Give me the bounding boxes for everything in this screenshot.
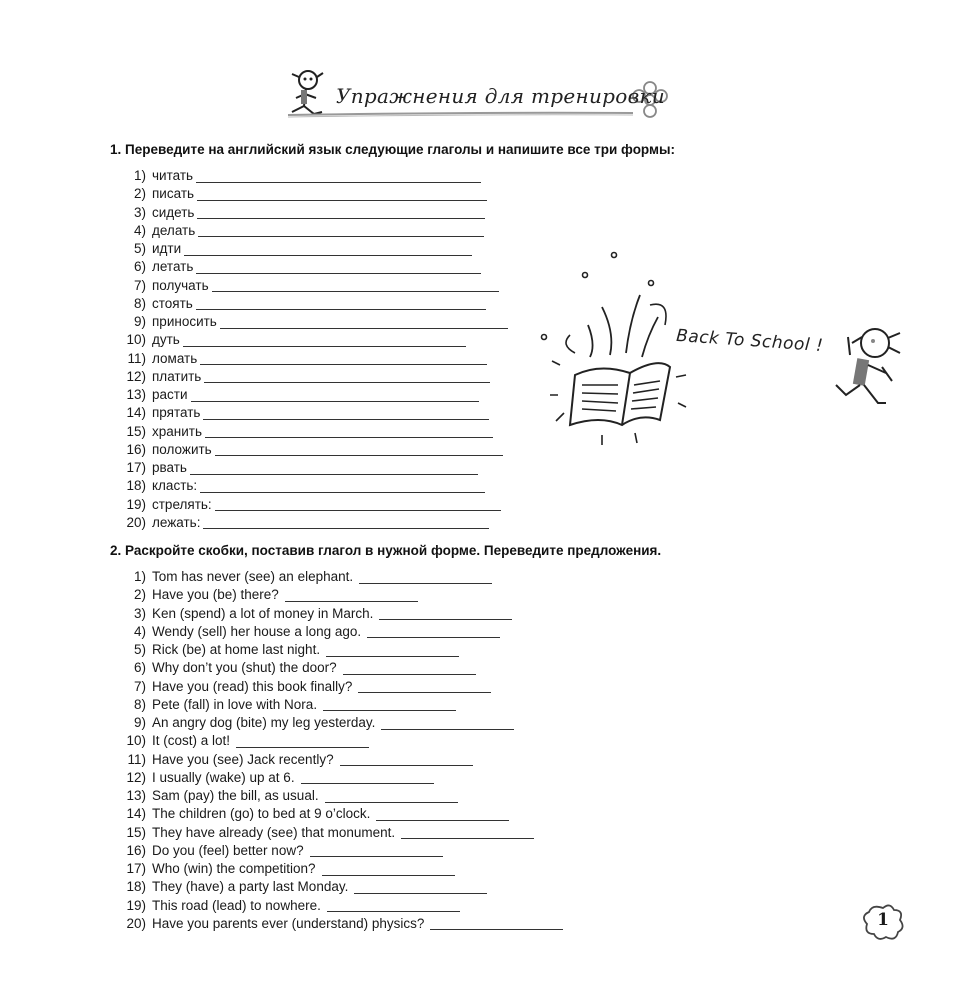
answer-blank[interactable] bbox=[325, 790, 458, 803]
verb-item bbox=[118, 204, 508, 222]
verb-text: платить bbox=[152, 368, 202, 384]
verb-item bbox=[118, 258, 508, 276]
answer-blank[interactable] bbox=[197, 206, 485, 219]
answer-blank[interactable] bbox=[401, 826, 534, 839]
verb-item bbox=[118, 368, 508, 386]
verb-item bbox=[118, 185, 508, 203]
sentence-text: Tom has never (see) an elephant. bbox=[152, 569, 354, 584]
verb-text: писать bbox=[152, 186, 195, 202]
item-number: 20) bbox=[126, 514, 146, 530]
verb-text: хранить bbox=[152, 423, 202, 439]
item-number: 18) bbox=[126, 478, 146, 494]
verb-item bbox=[118, 386, 508, 404]
sentence-item bbox=[118, 623, 563, 641]
sentence-item bbox=[118, 586, 563, 604]
sentence-text: I usually (wake) up at 6. bbox=[152, 769, 295, 785]
verb-text: идти bbox=[152, 241, 182, 256]
verb-item bbox=[118, 277, 508, 295]
sentence-item bbox=[118, 751, 563, 769]
item-number: 15) bbox=[126, 824, 146, 840]
answer-blank[interactable] bbox=[203, 516, 489, 529]
sentence-item bbox=[118, 769, 563, 787]
item-number: 1) bbox=[133, 569, 146, 584]
verb-text: прятать bbox=[152, 405, 201, 421]
item-number: 7) bbox=[133, 277, 146, 293]
sentence-item bbox=[118, 641, 563, 659]
item-number: 12) bbox=[126, 368, 146, 384]
page-number bbox=[860, 902, 906, 942]
answer-blank[interactable] bbox=[196, 297, 486, 310]
answer-blank[interactable] bbox=[191, 389, 479, 402]
sentence-text: They have already (see) that monument. bbox=[152, 824, 396, 840]
answer-blank[interactable] bbox=[379, 607, 512, 620]
item-number: 19) bbox=[126, 496, 146, 512]
verb-text: получать bbox=[152, 277, 209, 293]
answer-blank[interactable] bbox=[359, 571, 492, 584]
verb-text: сидеть bbox=[152, 204, 195, 220]
verb-text: летать bbox=[152, 259, 194, 275]
verb-item bbox=[118, 477, 508, 495]
answer-blank[interactable] bbox=[203, 407, 489, 420]
verb-text: лежать: bbox=[152, 514, 201, 530]
item-number: 18) bbox=[126, 879, 146, 895]
section-header bbox=[278, 68, 668, 128]
item-number: 13) bbox=[126, 788, 146, 803]
item-number: 4) bbox=[133, 623, 146, 639]
verb-text: рвать bbox=[152, 460, 187, 475]
sentence-item bbox=[118, 659, 563, 677]
item-number: 15) bbox=[126, 423, 146, 439]
answer-blank[interactable] bbox=[196, 261, 481, 274]
item-number: 20) bbox=[126, 915, 146, 931]
sentence-item bbox=[118, 860, 563, 878]
answer-blank[interactable] bbox=[301, 771, 434, 784]
verb-text: положить bbox=[152, 441, 212, 457]
sentence-text: Why don’t you (shut) the door? bbox=[152, 660, 337, 676]
sentence-text: Pete (fall) in love with Nora. bbox=[152, 696, 318, 712]
sentence-item bbox=[118, 714, 563, 732]
verb-text: приносить bbox=[152, 314, 217, 329]
answer-blank[interactable] bbox=[326, 644, 459, 657]
sentence-text: The children (go) to bed at 9 o’clock. bbox=[152, 806, 371, 822]
answer-blank[interactable] bbox=[197, 188, 487, 201]
verb-item bbox=[118, 167, 508, 185]
answer-blank[interactable] bbox=[200, 352, 487, 365]
sentence-item bbox=[118, 678, 563, 696]
item-number: 2) bbox=[133, 186, 146, 202]
answer-blank[interactable] bbox=[367, 625, 500, 638]
answer-blank[interactable] bbox=[310, 844, 443, 857]
answer-blank[interactable] bbox=[354, 881, 487, 894]
item-number: 17) bbox=[126, 460, 146, 475]
answer-blank[interactable] bbox=[200, 480, 485, 493]
answer-blank[interactable] bbox=[205, 425, 493, 438]
answer-blank[interactable] bbox=[322, 863, 455, 876]
sentence-item bbox=[118, 696, 563, 714]
answer-blank[interactable] bbox=[215, 443, 503, 456]
verb-item bbox=[118, 350, 508, 368]
item-number: 9) bbox=[133, 715, 146, 730]
verb-text: дуть bbox=[152, 332, 180, 348]
item-number: 11) bbox=[127, 350, 146, 366]
answer-blank[interactable] bbox=[212, 279, 499, 292]
answer-blank[interactable] bbox=[184, 243, 472, 256]
verb-item bbox=[118, 459, 508, 477]
item-number: 13) bbox=[126, 387, 146, 402]
sentence-text: Do you (feel) better now? bbox=[152, 842, 304, 858]
sentence-item bbox=[118, 787, 563, 805]
sentence-text: Have you (see) Jack recently? bbox=[152, 751, 334, 767]
sentence-text: An angry dog (bite) my leg yesterday. bbox=[152, 715, 376, 730]
answer-blank[interactable] bbox=[190, 462, 478, 475]
item-number: 14) bbox=[126, 806, 146, 822]
item-number: 9) bbox=[133, 314, 146, 329]
verb-text: расти bbox=[152, 387, 188, 402]
answer-blank[interactable] bbox=[381, 717, 514, 730]
verb-item bbox=[118, 222, 508, 240]
verb-item bbox=[118, 441, 508, 459]
answer-blank[interactable] bbox=[220, 316, 508, 329]
answer-blank[interactable] bbox=[430, 917, 563, 930]
item-number: 10) bbox=[126, 733, 146, 749]
verb-text: ломать bbox=[152, 350, 198, 366]
answer-blank[interactable] bbox=[285, 589, 418, 602]
verb-item bbox=[118, 496, 508, 514]
sentence-text: Who (win) the competition? bbox=[152, 861, 316, 876]
sentence-text: Rick (be) at home last night. bbox=[152, 642, 321, 657]
answer-blank[interactable] bbox=[358, 680, 491, 693]
sentence-text: Sam (pay) the bill, as usual. bbox=[152, 788, 319, 803]
item-number: 8) bbox=[133, 295, 146, 311]
sentence-text: This road (lead) to nowhere. bbox=[152, 897, 321, 913]
back-to-school-illustration bbox=[530, 245, 950, 465]
answer-blank[interactable] bbox=[343, 662, 476, 675]
answer-blank[interactable] bbox=[204, 370, 490, 383]
item-number: 6) bbox=[133, 259, 146, 275]
answer-blank[interactable] bbox=[323, 698, 456, 711]
sentence-text: Wendy (sell) her house a long ago. bbox=[152, 623, 362, 639]
item-number: 4) bbox=[133, 222, 146, 238]
task-2-title: 2. Раскройте скобки, поставив глагол в нужной форме. Переведите предложения. bbox=[110, 543, 662, 558]
answer-blank[interactable] bbox=[198, 224, 484, 237]
sentence-item bbox=[118, 897, 563, 915]
verb-text: стоять bbox=[152, 295, 193, 311]
sentence-item bbox=[118, 568, 563, 586]
item-number: 3) bbox=[133, 605, 146, 621]
verb-item bbox=[118, 295, 508, 313]
item-number: 5) bbox=[133, 642, 146, 657]
sentence-item bbox=[118, 878, 563, 896]
item-number: 16) bbox=[126, 441, 146, 457]
sentence-item bbox=[118, 915, 563, 933]
verb-item bbox=[118, 514, 508, 532]
answer-blank[interactable] bbox=[376, 808, 509, 821]
sentence-text: It (cost) a lot! bbox=[152, 733, 231, 749]
verb-text: читать bbox=[152, 168, 194, 183]
item-number: 6) bbox=[133, 660, 146, 676]
verb-item bbox=[118, 331, 508, 349]
answer-blank[interactable] bbox=[340, 753, 473, 766]
back-to-school-caption: Back To School ! bbox=[675, 325, 824, 357]
sentence-text: They (have) a party last Monday. bbox=[152, 879, 349, 895]
answer-blank[interactable] bbox=[196, 170, 481, 183]
item-number: 12) bbox=[126, 769, 146, 785]
page-number-text: 1 bbox=[877, 910, 889, 930]
answer-blank[interactable] bbox=[183, 334, 466, 347]
item-number: 10) bbox=[126, 332, 146, 348]
verb-item bbox=[118, 404, 508, 422]
task-1-list bbox=[118, 167, 508, 532]
verb-text: класть: bbox=[152, 478, 198, 494]
sentence-text: Have you parents ever (understand) physics? bbox=[152, 915, 425, 931]
item-number: 7) bbox=[133, 678, 146, 694]
item-number: 19) bbox=[126, 897, 146, 913]
sentence-item bbox=[118, 732, 563, 750]
sentence-item bbox=[118, 824, 563, 842]
answer-blank[interactable] bbox=[327, 899, 460, 912]
page-title: Упражнения для тренировки bbox=[336, 84, 665, 108]
item-number: 2) bbox=[133, 587, 146, 603]
verb-text: делать bbox=[152, 222, 196, 238]
sentence-text: Have you (be) there? bbox=[152, 587, 279, 603]
task-1-title: 1. Переведите на английский язык следующие глаголы и напишите все три формы: bbox=[110, 142, 676, 157]
sentence-text: Ken (spend) a lot of money in March. bbox=[152, 605, 374, 621]
item-number: 1) bbox=[133, 168, 146, 183]
item-number: 8) bbox=[133, 696, 146, 712]
verb-text: стрелять: bbox=[152, 496, 212, 512]
item-number: 3) bbox=[133, 204, 146, 220]
verb-item bbox=[118, 423, 508, 441]
answer-blank[interactable] bbox=[236, 735, 369, 748]
item-number: 5) bbox=[133, 241, 146, 256]
sentence-item bbox=[118, 605, 563, 623]
item-number: 11) bbox=[127, 751, 146, 767]
item-number: 17) bbox=[126, 861, 146, 876]
sentence-item bbox=[118, 805, 563, 823]
sentence-text: Have you (read) this book finally? bbox=[152, 678, 353, 694]
verb-item bbox=[118, 240, 508, 258]
task-2-list bbox=[118, 568, 563, 933]
item-number: 16) bbox=[126, 842, 146, 858]
answer-blank[interactable] bbox=[215, 498, 501, 511]
sentence-item bbox=[118, 842, 563, 860]
open-book-icon bbox=[530, 245, 950, 465]
item-number: 14) bbox=[126, 405, 146, 421]
verb-item bbox=[118, 313, 508, 331]
